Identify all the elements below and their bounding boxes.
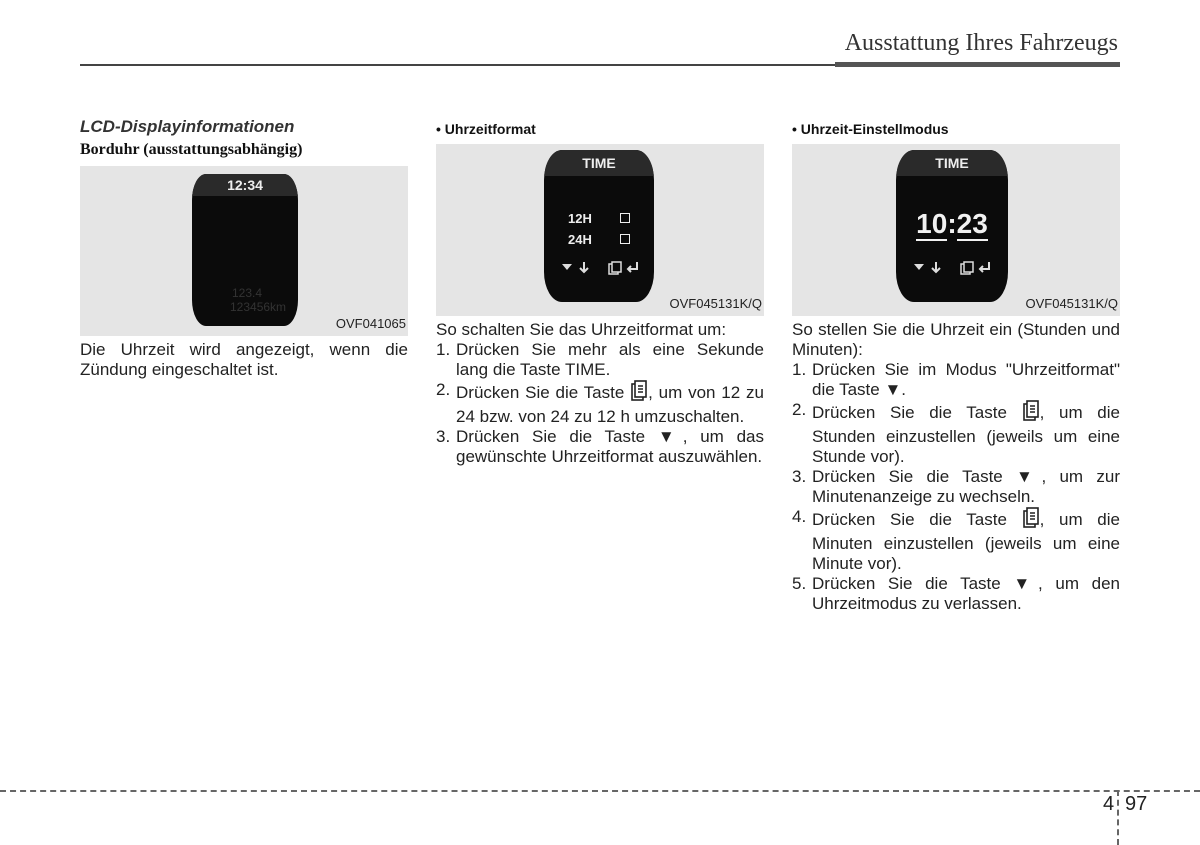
figure-time-setting — [792, 144, 1120, 316]
step-item: 1. Drücken Sie mehr als eine Sekunde lang die Taste TIME. — [436, 340, 764, 379]
lcd-background-text — [202, 286, 286, 314]
section-title: LCD-Displayinformationen — [80, 117, 295, 136]
step-item: 5. Drücken Sie die Taste ▼, um den Uhrzeitmodus zu verlassen. — [792, 574, 1120, 613]
column-clock — [80, 117, 408, 380]
subsection-title: Borduhr (ausstattungsabhängig) — [80, 141, 303, 158]
body-text: Die Uhrzeit wird angezeigt, wenn die Zündung eingeschaltet ist. — [80, 340, 408, 379]
clock-readout: 12:34 — [192, 174, 298, 196]
figure-code: OVF045131K/Q — [1025, 296, 1118, 311]
option-24h: 24H — [568, 229, 630, 250]
intro-text: So schalten Sie das Uhrzeitformat um: — [436, 320, 727, 339]
lcd-button-hints — [914, 260, 994, 280]
menu-list-icon — [1022, 507, 1040, 534]
subsection-heading: • Uhrzeitformat — [436, 121, 536, 137]
lcd-title: TIME — [544, 150, 654, 176]
page-number: 97 — [1125, 793, 1148, 815]
step-item: 2. Drücken Sie die Taste , um von 12 zu 24 bzw. von 24 zu 12 h umzuschalten. — [436, 380, 764, 426]
column-time-setting — [792, 117, 1120, 614]
lcd-odometer-value: 123456km — [230, 300, 287, 314]
time-readout — [896, 208, 1008, 240]
time-separator: : — [947, 208, 957, 239]
intro-text: So stellen Sie die Uhrzeit ein (Stunden und Minuten): — [792, 320, 1120, 359]
steps-list — [792, 360, 1120, 614]
step-item: 3. Drücken Sie die Taste ▼, um das gewünschte Uhrzeitformat auszuwählen. — [436, 427, 764, 466]
page-header-title: Ausstattung Ihres Fahrzeugs — [844, 30, 1118, 56]
footer-rule — [0, 790, 1200, 792]
button-hints-icon — [562, 261, 642, 275]
footer-divider — [1117, 790, 1119, 845]
step-item: 4. Drücken Sie die Taste , um die Minuten einzustellen (jeweils um eine Minute vor). — [792, 507, 1120, 573]
option-12h: 12H — [568, 208, 630, 229]
header-accent-bar — [835, 62, 1120, 67]
lcd-screen — [544, 150, 654, 302]
column-time-format — [436, 117, 764, 467]
figure-time-format — [436, 144, 764, 316]
menu-list-icon — [1022, 400, 1040, 427]
steps-list — [436, 340, 764, 467]
lcd-trip-value: 123.4 — [232, 286, 263, 300]
button-hints-icon — [914, 261, 994, 275]
chapter-number: 4 — [1103, 793, 1115, 815]
step-item: 3. Drücken Sie die Taste ▼, um zur Minutenanzeige zu wechseln. — [792, 467, 1120, 506]
lcd-button-hints — [562, 260, 642, 280]
lcd-title: TIME — [896, 150, 1008, 176]
step-item: 2. Drücken Sie die Taste , um die Stunden einzustellen (jeweils um eine Stunde vor). — [792, 400, 1120, 466]
lcd-screen — [896, 150, 1008, 302]
time-minutes: 23 — [956, 208, 988, 239]
format-options — [568, 208, 630, 250]
subsection-heading: • Uhrzeit-Einstellmodus — [792, 121, 949, 137]
step-item: 1. Drücken Sie im Modus "Uhrzeitformat" die Taste ▼. — [792, 360, 1120, 399]
time-hours: 10 — [916, 208, 948, 239]
figure-code: OVF041065 — [335, 316, 406, 331]
figure-code: OVF045131K/Q — [669, 296, 762, 311]
lcd-screen — [192, 174, 298, 326]
figure-clock-display — [80, 166, 408, 336]
menu-list-icon — [630, 380, 648, 407]
